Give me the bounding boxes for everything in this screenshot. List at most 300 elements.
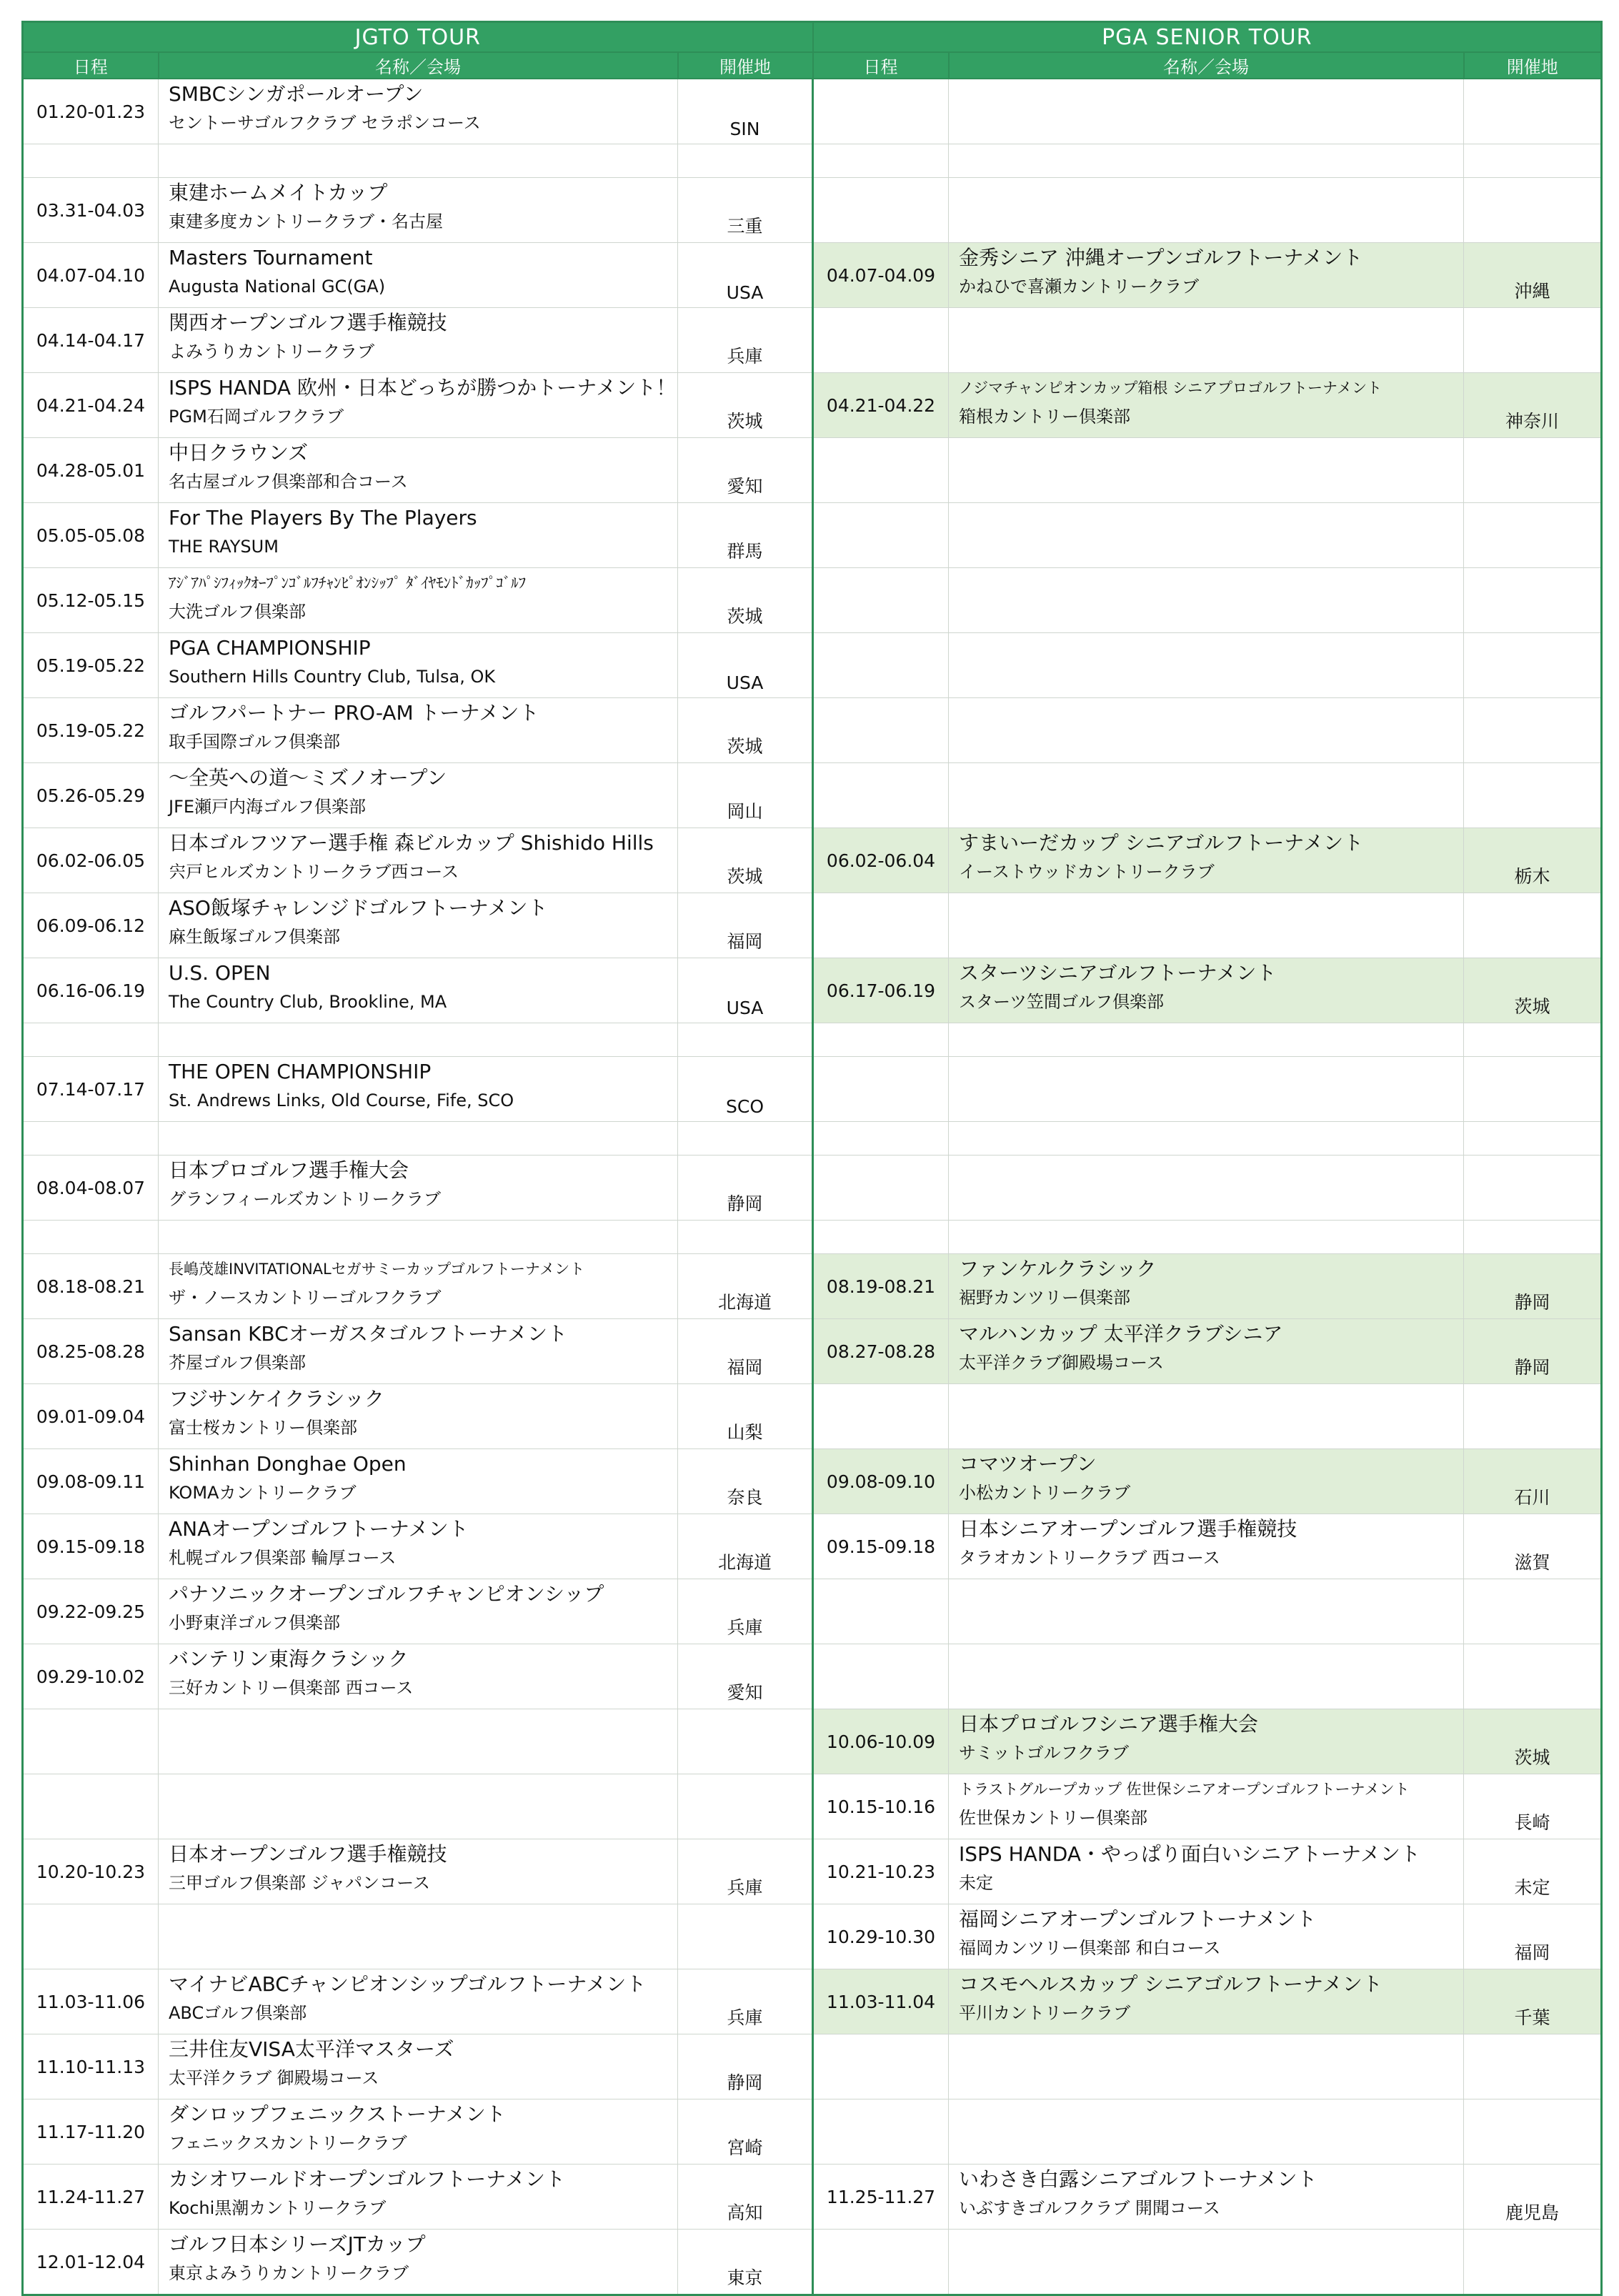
table-row <box>23 373 1602 438</box>
senior-date-cell <box>813 79 949 144</box>
jgto-event-cell <box>159 1969 678 2034</box>
table-row <box>23 1969 1602 2034</box>
senior-date-cell <box>813 1057 949 1122</box>
table-row <box>23 2230 1602 2295</box>
jgto-date-cell <box>23 1709 159 1774</box>
table-row <box>23 1254 1602 1319</box>
jgto-event-title: U.S. OPEN <box>169 961 271 985</box>
jgto-date-cell: 09.01-09.04 <box>23 1384 159 1449</box>
senior-date-cell <box>813 763 949 828</box>
jgto-location-cell: 愛知 <box>678 438 813 503</box>
jgto-date-cell: 06.02-06.05 <box>23 828 159 893</box>
senior-event-cell <box>949 828 1464 893</box>
senior-date-cell <box>813 178 949 243</box>
table-row <box>23 1514 1602 1579</box>
jgto-location-cell: 茨城 <box>678 568 813 633</box>
senior-event-cell <box>949 438 1464 503</box>
jgto-location-cell: 兵庫 <box>678 308 813 373</box>
jgto-event-title: PGA CHAMPIONSHIP <box>169 636 371 660</box>
senior-event-title: ファンケルクラシック <box>959 1257 1157 1281</box>
jgto-event-cell <box>159 308 678 373</box>
jgto-event-title: 日本オープンゴルフ選手権競技 <box>169 1842 447 1866</box>
senior-date-cell: 10.15-10.16 <box>813 1774 949 1839</box>
jgto-event-cell <box>159 763 678 828</box>
jgto-event-cell <box>159 633 678 698</box>
senior-date-cell <box>813 2099 949 2165</box>
senior-event-venue: かねひで喜瀬カントリークラブ <box>959 277 1200 297</box>
senior-location-cell <box>1464 2230 1602 2295</box>
senior-location-cell <box>1464 1156 1602 1221</box>
jgto-event-title: カシオワールドオープンゴルフトーナメント <box>169 2167 565 2191</box>
table-row <box>23 568 1602 633</box>
senior-event-venue: 平川カントリークラブ <box>959 2003 1131 2023</box>
senior-date-cell: 10.06-10.09 <box>813 1709 949 1774</box>
senior-event-venue: 箱根カントリー倶楽部 <box>959 407 1131 427</box>
jgto-event-title: 関西オープンゴルフ選手権競技 <box>169 311 447 334</box>
senior-event-cell <box>949 79 1464 144</box>
table-row <box>23 308 1602 373</box>
table-row <box>23 243 1602 308</box>
jgto-location-cell: 茨城 <box>678 373 813 438</box>
jgto-event-title: SMBCシンガポールオープン <box>169 82 424 106</box>
senior-event-cell <box>949 373 1464 438</box>
senior-location-cell: 滋賀 <box>1464 1514 1602 1579</box>
senior-location-cell <box>1464 503 1602 568</box>
table-row <box>23 1384 1602 1449</box>
spacer-row <box>23 1122 1602 1156</box>
jgto-location-cell: 福岡 <box>678 893 813 958</box>
senior-event-cell <box>949 893 1464 958</box>
senior-event-title: トラストグループカップ 佐世保シニアオープンゴルフトーナメント <box>959 1781 1410 1798</box>
senior-date-cell: 11.03-11.04 <box>813 1969 949 2034</box>
senior-event-cell <box>949 2034 1464 2099</box>
jgto-location-cell: USA <box>678 243 813 308</box>
table-row <box>23 1774 1602 1839</box>
jgto-location-cell: USA <box>678 633 813 698</box>
senior-event-cell <box>949 1254 1464 1319</box>
jgto-event-title: ゴルフ日本シリーズJTカップ <box>169 2232 426 2256</box>
table-row <box>23 2099 1602 2165</box>
senior-event-title: ISPS HANDA・やっぱり面白いシニアトーナメント <box>959 1842 1420 1866</box>
senior-event-venue: 裾野カンツリー倶楽部 <box>959 1288 1131 1308</box>
jgto-location-cell: 高知 <box>678 2165 813 2230</box>
senior-event-venue: サミットゴルフクラブ <box>959 1743 1129 1763</box>
schedule-sheet <box>21 21 1600 2296</box>
senior-event-cell <box>949 1449 1464 1514</box>
table-row <box>23 1057 1602 1122</box>
jgto-event-cell <box>159 79 678 144</box>
table-row <box>23 2034 1602 2099</box>
senior-date-cell: 04.07-04.09 <box>813 243 949 308</box>
jgto-date-cell: 04.21-04.24 <box>23 373 159 438</box>
senior-location-cell <box>1464 79 1602 144</box>
senior-date-cell: 08.27-08.28 <box>813 1319 949 1384</box>
jgto-event-cell <box>159 893 678 958</box>
senior-location-cell <box>1464 1057 1602 1122</box>
senior-event-cell <box>949 144 1464 178</box>
jgto-event-title: ｱｼﾞｱﾊﾟｼﾌｨｯｸｵｰﾌﾟﾝｺﾞﾙﾌﾁｬﾝﾋﾟｵﾝｼｯﾌﾟ ﾀﾞｲﾔﾓﾝﾄﾞｶｯﾌﾟｺﾞﾙﾌ <box>169 575 527 592</box>
jgto-date-cell: 12.01-12.04 <box>23 2230 159 2295</box>
senior-event-title: ノジマチャンピオンカップ箱根 シニアプロゴルフトーナメント <box>959 379 1383 397</box>
senior-event-cell <box>949 2230 1464 2295</box>
jgto-event-cell <box>159 2099 678 2165</box>
senior-location-cell: 茨城 <box>1464 1709 1602 1774</box>
senior-location-cell <box>1464 2099 1602 2165</box>
senior-location-cell: 茨城 <box>1464 958 1602 1023</box>
jgto-date-cell: 09.15-09.18 <box>23 1514 159 1579</box>
jgto-location-cell: 北海道 <box>678 1254 813 1319</box>
senior-date-cell <box>813 1579 949 1644</box>
senior-event-venue: 太平洋クラブ御殿場コース <box>959 1353 1164 1373</box>
senior-event-cell <box>949 1969 1464 2034</box>
senior-event-cell <box>949 1384 1464 1449</box>
senior-event-cell <box>949 178 1464 243</box>
jgto-date-cell <box>23 1122 159 1156</box>
jgto-event-title: ゴルフパートナー PRO-AM トーナメント <box>169 701 539 725</box>
jgto-date-cell: 04.07-04.10 <box>23 243 159 308</box>
senior-event-title: 日本シニアオープンゴルフ選手権競技 <box>959 1517 1297 1541</box>
jgto-location-cell <box>678 1774 813 1839</box>
senior-location-cell: 福岡 <box>1464 1904 1602 1969</box>
senior-event-cell <box>949 1644 1464 1709</box>
senior-location-cell <box>1464 633 1602 698</box>
jgto-event-title: バンテリン東海クラシック <box>169 1647 409 1671</box>
senior-date-cell: 09.08-09.10 <box>813 1449 949 1514</box>
jgto-event-cell <box>159 1449 678 1514</box>
jgto-event-cell <box>159 2165 678 2230</box>
senior-date-cell: 09.15-09.18 <box>813 1514 949 1579</box>
senior-location-cell: 栃木 <box>1464 828 1602 893</box>
jgto-event-title: 日本プロゴルフ選手権大会 <box>169 1158 409 1182</box>
jgto-event-title: パナソニックオープンゴルフチャンピオンシップ <box>169 1582 604 1606</box>
jgto-event-cell <box>159 243 678 308</box>
jgto-location-cell <box>678 1709 813 1774</box>
jgto-event-cell <box>159 1839 678 1904</box>
jgto-date-cell: 05.05-05.08 <box>23 503 159 568</box>
jgto-location-cell: 奈良 <box>678 1449 813 1514</box>
spacer-row <box>23 1023 1602 1057</box>
senior-date-cell <box>813 2230 949 2295</box>
jgto-location-cell: 兵庫 <box>678 1839 813 1904</box>
senior-location-cell <box>1464 568 1602 633</box>
spacer-row <box>23 1221 1602 1254</box>
senior-date-cell <box>813 1221 949 1254</box>
jgto-event-venue: The Country Club, Brookline, MA <box>169 992 447 1012</box>
table-row <box>23 893 1602 958</box>
jgto-date-cell <box>23 1023 159 1057</box>
senior-event-cell <box>949 1514 1464 1579</box>
jgto-event-cell <box>159 1254 678 1319</box>
jgto-event-venue: 宍戸ヒルズカントリークラブ西コース <box>169 862 459 882</box>
jgto-event-title: THE OPEN CHAMPIONSHIP <box>169 1060 432 1083</box>
jgto-event-cell <box>159 1221 678 1254</box>
senior-date-cell: 11.25-11.27 <box>813 2165 949 2230</box>
senior-location-cell <box>1464 308 1602 373</box>
senior-place-column-header: 開催地 <box>1464 52 1602 79</box>
table-row <box>23 1904 1602 1969</box>
jgto-location-cell: 茨城 <box>678 828 813 893</box>
jgto-event-title: ASO飯塚チャレンジドゴルフトーナメント <box>169 896 548 920</box>
jgto-location-cell: 茨城 <box>678 698 813 763</box>
jgto-location-cell: USA <box>678 958 813 1023</box>
senior-date-cell <box>813 893 949 958</box>
jgto-event-cell <box>159 1904 678 1969</box>
senior-event-cell <box>949 1904 1464 1969</box>
senior-event-title: マルハンカップ 太平洋クラブシニア <box>959 1322 1283 1346</box>
jgto-location-cell: 福岡 <box>678 1319 813 1384</box>
jgto-event-cell <box>159 1122 678 1156</box>
jgto-event-venue: PGM石岡ゴルフクラブ <box>169 407 344 427</box>
senior-event-cell <box>949 1057 1464 1122</box>
table-row <box>23 438 1602 503</box>
senior-location-cell <box>1464 763 1602 828</box>
senior-date-cell <box>813 308 949 373</box>
jgto-event-title: Shinhan Donghae Open <box>169 1452 407 1476</box>
jgto-location-cell: 岡山 <box>678 763 813 828</box>
jgto-event-venue: 三甲ゴルフ倶楽部 ジャパンコース <box>169 1873 430 1893</box>
senior-location-cell: 静岡 <box>1464 1319 1602 1384</box>
jgto-location-cell: 山梨 <box>678 1384 813 1449</box>
senior-date-cell <box>813 1384 949 1449</box>
jgto-location-cell <box>678 144 813 178</box>
jgto-event-cell <box>159 698 678 763</box>
table-row <box>23 1709 1602 1774</box>
senior-location-cell <box>1464 698 1602 763</box>
senior-event-cell <box>949 958 1464 1023</box>
senior-date-cell <box>813 438 949 503</box>
table-row <box>23 1644 1602 1709</box>
jgto-event-cell <box>159 1579 678 1644</box>
jgto-date-cell: 11.17-11.20 <box>23 2099 159 2165</box>
jgto-location-cell <box>678 1221 813 1254</box>
senior-location-cell <box>1464 893 1602 958</box>
jgto-event-venue: 名古屋ゴルフ倶楽部和合コース <box>169 472 408 492</box>
senior-location-cell <box>1464 1384 1602 1449</box>
jgto-location-cell <box>678 1122 813 1156</box>
jgto-date-cell: 06.16-06.19 <box>23 958 159 1023</box>
jgto-event-venue: 小野東洋ゴルフ倶楽部 <box>169 1613 340 1633</box>
jgto-event-venue: セントーサゴルフクラブ セラポンコース <box>169 113 481 133</box>
jgto-date-cell: 03.31-04.03 <box>23 178 159 243</box>
jgto-event-cell <box>159 1774 678 1839</box>
table-row <box>23 958 1602 1023</box>
jgto-event-title: Sansan KBCオーガスタゴルフトーナメント <box>169 1322 568 1346</box>
senior-event-venue: いぶすきゴルフクラブ 開聞コース <box>959 2198 1220 2218</box>
table-row <box>23 1319 1602 1384</box>
jgto-date-cell: 10.20-10.23 <box>23 1839 159 1904</box>
jgto-event-cell <box>159 2230 678 2295</box>
senior-date-cell <box>813 1023 949 1057</box>
jgto-date-cell: 05.26-05.29 <box>23 763 159 828</box>
jgto-event-cell <box>159 1384 678 1449</box>
senior-event-venue: 福岡カンツリー倶楽部 和白コース <box>959 1938 1221 1958</box>
jgto-date-cell <box>23 1774 159 1839</box>
senior-event-venue: 小松カントリークラブ <box>959 1483 1131 1503</box>
jgto-date-cell: 11.24-11.27 <box>23 2165 159 2230</box>
jgto-location-cell: 東京 <box>678 2230 813 2295</box>
jgto-event-venue: グランフィールズカントリークラブ <box>169 1189 441 1209</box>
jgto-location-cell <box>678 1023 813 1057</box>
pga-senior-tour-header: PGA SENIOR TOUR <box>813 22 1602 53</box>
jgto-date-cell: 08.25-08.28 <box>23 1319 159 1384</box>
senior-date-cell <box>813 568 949 633</box>
senior-location-cell: 千葉 <box>1464 1969 1602 2034</box>
senior-event-cell <box>949 1122 1464 1156</box>
jgto-event-cell <box>159 1023 678 1057</box>
senior-location-cell <box>1464 178 1602 243</box>
jgto-event-title: 東建ホームメイトカップ <box>169 181 388 204</box>
senior-event-cell <box>949 1774 1464 1839</box>
jgto-location-cell: 宮崎 <box>678 2099 813 2165</box>
senior-date-cell <box>813 1644 949 1709</box>
jgto-event-venue: THE RAYSUM <box>169 537 279 557</box>
senior-location-cell: 未定 <box>1464 1839 1602 1904</box>
table-row <box>23 1579 1602 1644</box>
table-row <box>23 633 1602 698</box>
jgto-date-cell: 09.08-09.11 <box>23 1449 159 1514</box>
jgto-event-cell <box>159 1514 678 1579</box>
jgto-event-venue: St. Andrews Links, Old Course, Fife, SCO <box>169 1090 514 1110</box>
jgto-event-venue: ザ・ノースカントリーゴルフクラブ <box>169 1288 442 1308</box>
senior-location-cell: 静岡 <box>1464 1254 1602 1319</box>
senior-location-cell: 長崎 <box>1464 1774 1602 1839</box>
jgto-event-title: 長嶋茂雄INVITATIONALセガサミーカップゴルフトーナメント <box>169 1261 585 1278</box>
senior-event-cell <box>949 1839 1464 1904</box>
jgto-event-venue: 芥屋ゴルフ倶楽部 <box>169 1353 306 1373</box>
senior-location-cell <box>1464 1644 1602 1709</box>
senior-date-cell <box>813 1122 949 1156</box>
jgto-event-cell <box>159 1156 678 1221</box>
jgto-date-cell: 08.04-08.07 <box>23 1156 159 1221</box>
jgto-date-cell: 05.19-05.22 <box>23 633 159 698</box>
table-row <box>23 1839 1602 1904</box>
senior-event-cell <box>949 308 1464 373</box>
senior-event-title: 金秀シニア 沖縄オープンゴルフトーナメント <box>959 246 1363 269</box>
jgto-date-cell: 04.28-05.01 <box>23 438 159 503</box>
jgto-event-cell <box>159 828 678 893</box>
senior-event-cell <box>949 243 1464 308</box>
senior-event-title: コスモヘルスカップ シニアゴルフトーナメント <box>959 1972 1383 1996</box>
jgto-date-column-header: 日程 <box>23 52 159 79</box>
senior-date-cell <box>813 144 949 178</box>
jgto-date-cell: 01.20-01.23 <box>23 79 159 144</box>
senior-location-cell: 沖縄 <box>1464 243 1602 308</box>
table-row <box>23 79 1602 144</box>
senior-date-cell: 10.29-10.30 <box>813 1904 949 1969</box>
jgto-event-cell <box>159 503 678 568</box>
jgto-location-cell: SIN <box>678 79 813 144</box>
table-row <box>23 698 1602 763</box>
jgto-event-venue: Augusta National GC(GA) <box>169 277 386 297</box>
senior-event-cell <box>949 2099 1464 2165</box>
jgto-event-title: ANAオープンゴルフトーナメント <box>169 1517 469 1541</box>
senior-event-cell <box>949 1023 1464 1057</box>
jgto-event-cell <box>159 373 678 438</box>
jgto-event-title: ISPS HANDA 欧州・日本どっちが勝つかトーナメント！ <box>169 376 677 399</box>
jgto-place-column-header: 開催地 <box>678 52 813 79</box>
senior-location-cell <box>1464 1122 1602 1156</box>
senior-location-cell <box>1464 144 1602 178</box>
jgto-event-title: ～全英への道～ミズノオープン <box>169 766 447 790</box>
jgto-event-title: 三井住友VISA太平洋マスターズ <box>169 2037 454 2061</box>
table-row <box>23 503 1602 568</box>
table-row <box>23 178 1602 243</box>
senior-location-cell <box>1464 438 1602 503</box>
jgto-event-cell <box>159 1057 678 1122</box>
jgto-event-venue: 富士桜カントリー倶楽部 <box>169 1418 357 1438</box>
jgto-date-cell: 11.03-11.06 <box>23 1969 159 2034</box>
senior-date-column-header: 日程 <box>813 52 949 79</box>
jgto-event-venue: 麻生飯塚ゴルフ倶楽部 <box>169 927 340 947</box>
senior-date-cell <box>813 633 949 698</box>
jgto-date-cell: 09.22-09.25 <box>23 1579 159 1644</box>
senior-event-title: すまいーだカップ シニアゴルフトーナメント <box>959 831 1364 855</box>
senior-event-title: いわさき白露シニアゴルフトーナメント <box>959 2167 1317 2191</box>
jgto-location-cell: 静岡 <box>678 1156 813 1221</box>
senior-event-cell <box>949 1579 1464 1644</box>
jgto-event-cell <box>159 958 678 1023</box>
jgto-date-cell <box>23 1904 159 1969</box>
jgto-event-venue: 三好カントリー倶楽部 西コース <box>169 1678 414 1698</box>
table-row <box>23 2165 1602 2230</box>
jgto-event-title: 日本ゴルフツアー選手権 森ビルカップ Shishido Hills <box>169 831 654 855</box>
senior-event-venue: 未定 <box>959 1873 994 1893</box>
senior-date-cell: 06.17-06.19 <box>813 958 949 1023</box>
jgto-event-title: For The Players By The Players <box>169 506 477 530</box>
senior-date-cell: 08.19-08.21 <box>813 1254 949 1319</box>
senior-date-cell <box>813 503 949 568</box>
jgto-event-cell <box>159 2034 678 2099</box>
jgto-location-cell <box>678 1904 813 1969</box>
jgto-event-venue: 大洗ゴルフ倶楽部 <box>169 602 306 622</box>
jgto-event-title: ダンロップフェニックストーナメント <box>169 2102 506 2126</box>
senior-event-title: 日本プロゴルフシニア選手権大会 <box>959 1712 1258 1736</box>
jgto-location-cell: 静岡 <box>678 2034 813 2099</box>
senior-event-title: コマツオープン <box>959 1452 1097 1476</box>
jgto-event-title: マイナビABCチャンピオンシップゴルフトーナメント <box>169 1972 647 1996</box>
senior-location-cell: 神奈川 <box>1464 373 1602 438</box>
jgto-name-column-header: 名称／会場 <box>159 52 678 79</box>
jgto-event-venue: Southern Hills Country Club, Tulsa, OK <box>169 667 496 687</box>
jgto-event-venue: 取手国際ゴルフ倶楽部 <box>169 732 340 752</box>
jgto-event-cell <box>159 1319 678 1384</box>
jgto-event-title: フジサンケイクラシック <box>169 1387 384 1411</box>
senior-event-venue: スターツ笠間ゴルフ倶楽部 <box>959 992 1165 1012</box>
jgto-date-cell: 05.19-05.22 <box>23 698 159 763</box>
senior-event-cell <box>949 1709 1464 1774</box>
jgto-location-cell: 北海道 <box>678 1514 813 1579</box>
jgto-date-cell <box>23 1221 159 1254</box>
jgto-event-cell <box>159 144 678 178</box>
senior-event-venue: イーストウッドカントリークラブ <box>959 862 1215 882</box>
jgto-date-cell: 08.18-08.21 <box>23 1254 159 1319</box>
table-row <box>23 763 1602 828</box>
senior-location-cell: 鹿児島 <box>1464 2165 1602 2230</box>
jgto-date-cell: 05.12-05.15 <box>23 568 159 633</box>
senior-location-cell: 石川 <box>1464 1449 1602 1514</box>
jgto-location-cell: 群馬 <box>678 503 813 568</box>
table-row <box>23 1156 1602 1221</box>
jgto-date-cell: 09.29-10.02 <box>23 1644 159 1709</box>
spacer-row <box>23 144 1602 178</box>
jgto-tour-header: JGTO TOUR <box>23 22 813 53</box>
jgto-event-venue: Kochi黒潮カントリークラブ <box>169 2198 387 2218</box>
senior-location-cell <box>1464 1221 1602 1254</box>
jgto-event-venue: よみうりカントリークラブ <box>169 342 374 362</box>
table-row <box>23 828 1602 893</box>
jgto-event-cell <box>159 1644 678 1709</box>
senior-location-cell <box>1464 1023 1602 1057</box>
